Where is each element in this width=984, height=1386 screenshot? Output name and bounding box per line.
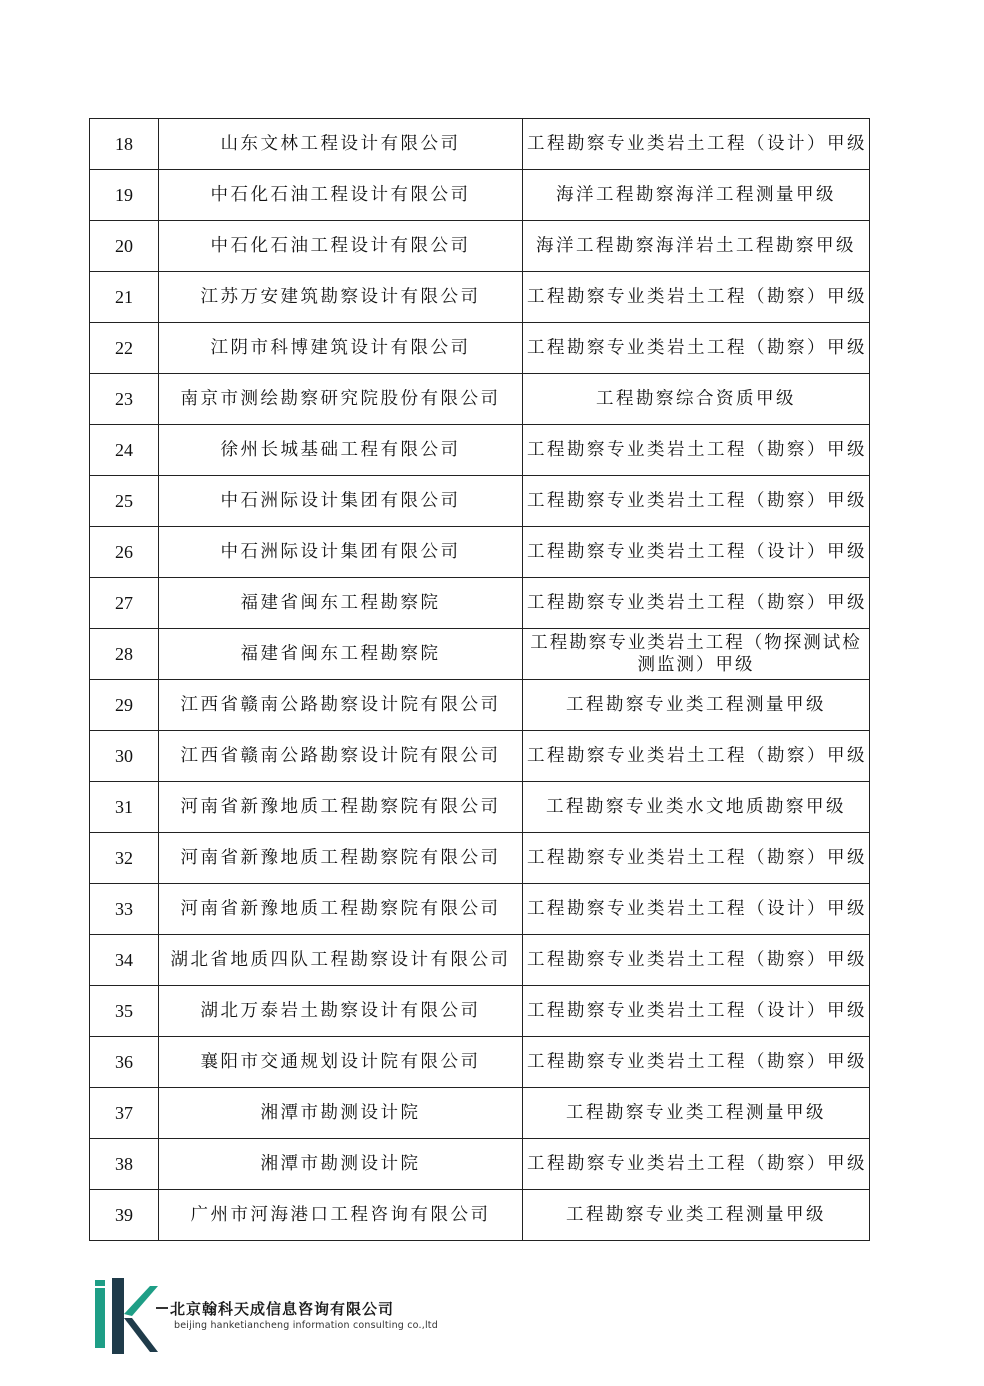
row-number: 38 [90, 1139, 159, 1190]
row-number: 37 [90, 1088, 159, 1139]
table-row [90, 629, 870, 680]
row-number: 29 [90, 680, 159, 731]
company-name: 江西省赣南公路勘察设计院有限公司 [159, 680, 523, 731]
qualification: 工程勘察专业类岩土工程（勘察）甲级 [523, 833, 870, 884]
company-name: 广州市河海港口工程咨询有限公司 [159, 1190, 523, 1241]
qualification: 工程勘察专业类岩土工程（勘察）甲级 [523, 731, 870, 782]
row-number: 39 [90, 1190, 159, 1241]
qualification: 工程勘察专业类岩土工程（设计）甲级 [523, 119, 870, 170]
row-number: 33 [90, 884, 159, 935]
table-row [90, 170, 870, 221]
company-name: 徐州长城基础工程有限公司 [159, 425, 523, 476]
table-row [90, 1139, 870, 1190]
footer-logo [92, 1278, 452, 1358]
company-name: 中石洲际设计集团有限公司 [159, 476, 523, 527]
row-number: 25 [90, 476, 159, 527]
row-number: 28 [90, 629, 159, 680]
qualification: 工程勘察专业类岩土工程（物探测试检测监测）甲级 [523, 629, 870, 680]
qualification: 工程勘察专业类岩土工程（设计）甲级 [523, 884, 870, 935]
table-row [90, 323, 870, 374]
qualification: 工程勘察专业类工程测量甲级 [523, 1088, 870, 1139]
table-row [90, 833, 870, 884]
company-name: 河南省新豫地质工程勘察院有限公司 [159, 833, 523, 884]
row-number: 23 [90, 374, 159, 425]
company-name: 湖北万泰岩土勘察设计有限公司 [159, 986, 523, 1037]
company-name: 福建省闽东工程勘察院 [159, 629, 523, 680]
company-name: 江阴市科博建筑设计有限公司 [159, 323, 523, 374]
qualification: 海洋工程勘察海洋岩土工程勘察甲级 [523, 221, 870, 272]
table-row [90, 1088, 870, 1139]
qualification: 工程勘察专业类工程测量甲级 [523, 680, 870, 731]
row-number: 18 [90, 119, 159, 170]
qualification: 工程勘察专业类岩土工程（勘察）甲级 [523, 1139, 870, 1190]
row-number: 19 [90, 170, 159, 221]
company-name: 江西省赣南公路勘察设计院有限公司 [159, 731, 523, 782]
row-number: 21 [90, 272, 159, 323]
table-row [90, 119, 870, 170]
row-number: 31 [90, 782, 159, 833]
row-number: 27 [90, 578, 159, 629]
company-name: 襄阳市交通规划设计院有限公司 [159, 1037, 523, 1088]
table-row [90, 1037, 870, 1088]
table-row [90, 476, 870, 527]
table-row [90, 935, 870, 986]
row-number: 22 [90, 323, 159, 374]
row-number: 36 [90, 1037, 159, 1088]
row-number: 32 [90, 833, 159, 884]
company-name: 湘潭市勘测设计院 [159, 1088, 523, 1139]
company-name: 河南省新豫地质工程勘察院有限公司 [159, 782, 523, 833]
qualification: 工程勘察专业类岩土工程（设计）甲级 [523, 986, 870, 1037]
qualification: 工程勘察专业类岩土工程（勘察）甲级 [523, 935, 870, 986]
company-name: 中石洲际设计集团有限公司 [159, 527, 523, 578]
company-name: 湖北省地质四队工程勘察设计有限公司 [159, 935, 523, 986]
table-row [90, 578, 870, 629]
qualification: 工程勘察综合资质甲级 [523, 374, 870, 425]
table-row [90, 272, 870, 323]
qualification: 工程勘察专业类工程测量甲级 [523, 1190, 870, 1241]
table-row [90, 425, 870, 476]
table-row [90, 527, 870, 578]
qualification: 工程勘察专业类岩土工程（勘察）甲级 [523, 1037, 870, 1088]
company-name: 湘潭市勘测设计院 [159, 1139, 523, 1190]
qualification: 工程勘察专业类岩土工程（勘察）甲级 [523, 578, 870, 629]
table-row [90, 374, 870, 425]
table-row [90, 680, 870, 731]
logo-divider [156, 1307, 168, 1309]
table-row [90, 221, 870, 272]
row-number: 30 [90, 731, 159, 782]
table-body [90, 119, 870, 1241]
company-name-cn: 北京翰科天成信息咨询有限公司 [170, 1300, 395, 1318]
qualification: 工程勘察专业类岩土工程（勘察）甲级 [523, 425, 870, 476]
row-number: 35 [90, 986, 159, 1037]
qualification: 工程勘察专业类岩土工程（勘察）甲级 [523, 476, 870, 527]
company-name-en: beijing hanketiancheng information consulting co.,ltd [174, 1320, 438, 1331]
table-row [90, 782, 870, 833]
company-logo-mark-icon [92, 1278, 164, 1356]
company-name: 南京市测绘勘察研究院股份有限公司 [159, 374, 523, 425]
row-number: 34 [90, 935, 159, 986]
table-row [90, 986, 870, 1037]
qualification: 工程勘察专业类岩土工程（勘察）甲级 [523, 323, 870, 374]
table-row [90, 884, 870, 935]
company-name: 河南省新豫地质工程勘察院有限公司 [159, 884, 523, 935]
qualification: 海洋工程勘察海洋工程测量甲级 [523, 170, 870, 221]
company-name: 中石化石油工程设计有限公司 [159, 221, 523, 272]
row-number: 26 [90, 527, 159, 578]
qualification: 工程勘察专业类岩土工程（设计）甲级 [523, 527, 870, 578]
row-number: 24 [90, 425, 159, 476]
company-name: 中石化石油工程设计有限公司 [159, 170, 523, 221]
company-name: 福建省闽东工程勘察院 [159, 578, 523, 629]
company-name: 江苏万安建筑勘察设计有限公司 [159, 272, 523, 323]
table-row [90, 1190, 870, 1241]
qualification-table [89, 118, 870, 1241]
qualification: 工程勘察专业类水文地质勘察甲级 [523, 782, 870, 833]
qualification: 工程勘察专业类岩土工程（勘察）甲级 [523, 272, 870, 323]
company-name: 山东文林工程设计有限公司 [159, 119, 523, 170]
table-row [90, 731, 870, 782]
row-number: 20 [90, 221, 159, 272]
